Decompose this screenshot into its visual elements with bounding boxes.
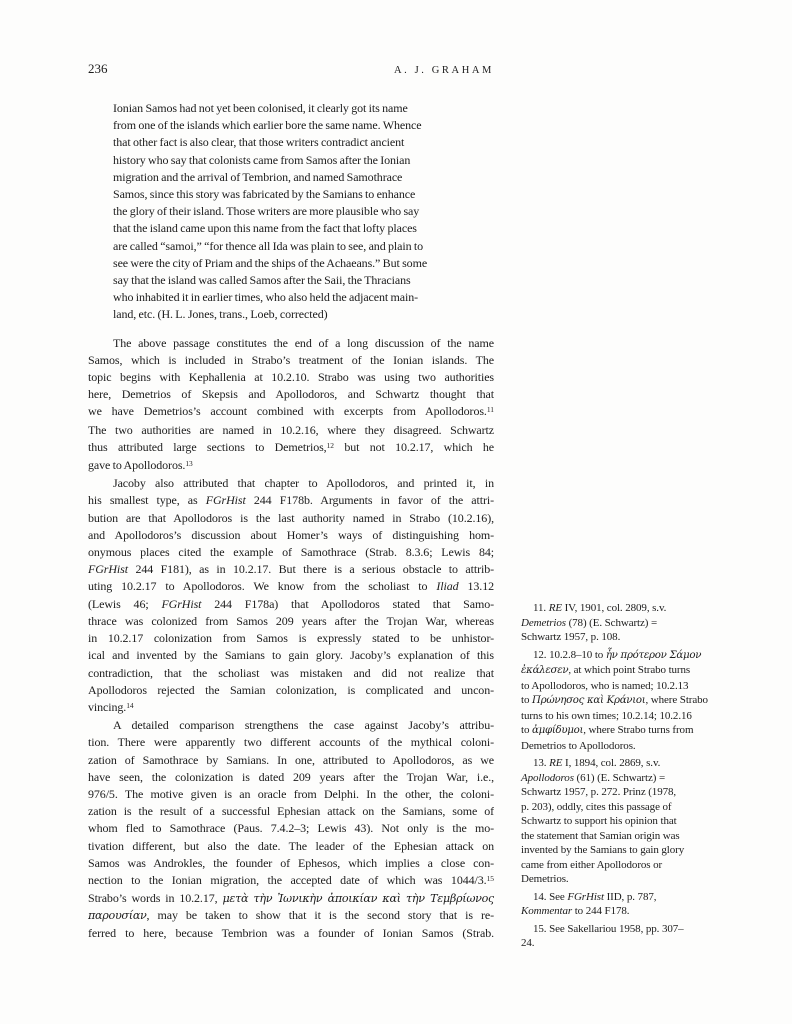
text-run: to 244 F178. — [572, 905, 630, 917]
text-line — [88, 403, 494, 421]
text-line — [88, 803, 494, 820]
italic-text: Apollodoros — [521, 771, 574, 784]
text-run: land, etc. (H. L. Jones, trans., Loeb, corrected) — [113, 307, 328, 322]
text-line — [521, 890, 716, 905]
text-line — [88, 786, 494, 803]
main-text-column — [88, 100, 494, 942]
text-line — [88, 369, 494, 386]
greek-text: μετὰ τὴν Ἰωνικὴν ἀποικίαν καὶ τὴν Τεμβρίωνος — [222, 892, 494, 906]
italic-text: FGrHist — [88, 562, 128, 577]
text-run: (78) (E. Schwartz) = — [565, 616, 658, 629]
text-run: in 10.2.17 colonization from Samos is expressly stated to be unhistor- — [88, 631, 494, 646]
text-run: (61) (E. Schwartz) = — [573, 771, 666, 784]
text-line — [113, 152, 491, 169]
footnote-14 — [521, 890, 716, 919]
text-run: 244 F181), as in 10.2.17. But there is a serious obstacle to attrib- — [127, 562, 494, 577]
text-line — [113, 238, 491, 255]
text-line — [88, 665, 494, 682]
text-run: zation of Samothrace by Samians. In one, attributed to Apollodoros, as we — [88, 752, 494, 767]
text-line — [521, 872, 716, 887]
text-line — [521, 904, 716, 919]
text-line — [521, 616, 716, 631]
text-run: the statement that Samian origin was — [521, 829, 680, 842]
italic-text: Kommentar — [521, 905, 573, 917]
text-line — [521, 739, 716, 754]
footnotes-column — [521, 601, 716, 954]
text-run: and Apollodoros’s discussion about Homer’s ways of distinguishing hom- — [88, 527, 494, 542]
page-number: 236 — [88, 61, 108, 76]
text-run: (Lewis 46; — [88, 596, 162, 611]
text-run: from one of the islands which earlier bore the same name. Whence — [113, 118, 422, 133]
text-run: Samos, since this story was fabricated by the Samians to enhance — [113, 187, 416, 202]
text-run: Demetrios. — [521, 873, 569, 885]
text-line — [113, 186, 491, 203]
text-line — [88, 717, 494, 734]
text-line — [113, 289, 491, 306]
text-run: to — [521, 724, 533, 736]
greek-text: παρουσίαν — [88, 909, 147, 923]
text-line — [88, 613, 494, 630]
text-run: but not 10.2.17, which he — [334, 439, 494, 454]
text-line — [88, 734, 494, 751]
italic-text: FGrHist — [161, 596, 202, 611]
text-line — [88, 527, 494, 544]
italic-text: Demetrios — [521, 616, 566, 629]
footnote-marker: 13 — [185, 458, 193, 468]
text-line — [113, 169, 491, 186]
text-line — [88, 925, 494, 942]
text-line — [113, 220, 491, 237]
text-run: came from either Apollodoros or — [521, 858, 663, 871]
text-line — [113, 203, 491, 220]
text-line — [88, 769, 494, 786]
text-run: thus attributed large sections to Demetrios, — [88, 439, 327, 454]
text-line — [88, 492, 494, 509]
text-run: we have Demetrios’s account combined with excerpts from Apollodoros. — [88, 404, 487, 419]
text-line — [88, 510, 494, 527]
text-run: Demetrios to Apollodoros. — [521, 739, 636, 752]
text-run: Schwartz 1957, p. 272. Prinz (1978, — [521, 786, 677, 798]
text-line — [88, 838, 494, 855]
text-line — [521, 843, 716, 858]
text-run: Schwartz 1957, p. 108. — [521, 631, 621, 643]
text-line — [521, 663, 716, 679]
text-line — [88, 561, 494, 578]
text-line — [113, 117, 491, 134]
text-line — [88, 457, 494, 475]
text-line — [113, 134, 491, 151]
footnote-15 — [521, 922, 716, 951]
footnote-12 — [521, 648, 716, 754]
text-run: p. 203), oddly, cites this passage of — [521, 800, 672, 813]
text-run: I, 1894, col. 2869, s.v. — [562, 757, 661, 769]
text-line — [521, 630, 716, 645]
text-run: Jacoby also attributed that chapter to Apollodoros, and printed it, in — [113, 476, 494, 491]
text-line — [113, 272, 491, 289]
text-run: 14. See — [533, 890, 568, 903]
text-run: 15. See Sakellariou 1958, pp. 307– — [533, 922, 684, 935]
text-line — [88, 872, 494, 890]
text-run: 13.12 — [458, 579, 494, 594]
text-run: see were the city of Priam and the ships of the Achaeans.” But some — [113, 255, 428, 270]
text-run: to Apollodoros, who is named; 10.2.13 — [521, 679, 689, 692]
running-head: A. J. GRAHAM — [393, 65, 494, 76]
text-line — [88, 647, 494, 664]
text-run: the glory of their island. Those writers are more plausible who say — [113, 204, 420, 219]
text-line — [113, 255, 491, 272]
text-line — [521, 800, 716, 815]
text-line — [88, 386, 494, 403]
text-line — [521, 922, 716, 937]
text-run: nection to the Ionian migration, the accepted date of which was 1044/3. — [88, 872, 487, 887]
footnote-marker: 15 — [486, 873, 494, 883]
text-line — [521, 693, 716, 709]
paragraph-1 — [88, 335, 494, 476]
text-run: migration and the arrival of Tembrion, and named Samothrace — [113, 169, 403, 184]
text-run: gave to Apollodoros. — [88, 458, 186, 473]
text-run: Strabo’s words in 10.2.17, — [88, 891, 223, 906]
text-run: have seen, the colonization is dated 209 years after the Trojan War, i.e., — [88, 769, 494, 784]
text-line — [88, 907, 494, 924]
text-run: to — [521, 694, 533, 706]
text-line — [88, 682, 494, 699]
text-run: who inhabited it in earlier times, who also held the adjacent main- — [113, 290, 419, 305]
text-run: bution are that Apollodoros is the last authority named in Strabo (10.2.16), — [88, 510, 494, 525]
text-run: uting 10.2.17 to Apollodoros. We know from the scholiast to — [88, 579, 437, 594]
text-run: , where Strabo — [645, 694, 708, 706]
text-line — [88, 890, 494, 907]
text-run: IV, 1901, col. 2809, s.v. — [561, 602, 667, 614]
greek-text: ἀμφίδυμοι — [532, 725, 584, 736]
text-run: 11. — [533, 602, 549, 614]
text-run: that the island came upon this name from the fact that lofty places — [113, 221, 417, 236]
text-run: thrace was colonized from Samos 209 years after the Trojan War, whereas — [88, 613, 494, 628]
text-line — [88, 596, 494, 613]
text-run: whom fled to Samothrace (Paus. 7.4.2–3; Lewis 43). Not only is the mo- — [88, 821, 494, 836]
text-run: here, Demetrios of Skepsis and Apollodoros, and Schwartz thought that — [88, 387, 494, 402]
text-run: 976/5. The motive given is an oracle from Delphi. In the other, the coloni- — [88, 786, 494, 801]
text-run: turns to his own times; 10.2.14; 10.2.16 — [521, 709, 692, 722]
text-run: , may be taken to show that it is the second story that is re- — [146, 908, 494, 923]
text-run: ical and invented by the Samians to gain glory. Jacoby’s explanation of this — [88, 648, 494, 663]
text-line — [521, 648, 716, 664]
text-run: 244 F178a) that Apollodoros stated that Samo- — [201, 596, 494, 611]
footnote-marker: 11 — [486, 405, 494, 415]
greek-text: ἦν πρότερον Σάμον — [605, 649, 702, 661]
text-line — [521, 814, 716, 829]
text-run: are called “samoi,” “for thence all Ida was plain to see, and plain to — [113, 238, 424, 253]
text-run: ferred to here, because Tembrion was a founder of Ionian Samos (Strab. — [88, 925, 494, 940]
text-run: Samos was Androkles, the founder of Ephesos, which implies a close con- — [88, 855, 494, 870]
text-run: contradiction, that the scholiast was mistaken and did not realize that — [88, 665, 494, 680]
text-run: his smallest type, as — [88, 493, 206, 508]
text-run: A detailed comparison strengthens the case against Jacoby’s attribu- — [113, 718, 494, 733]
footnote-11 — [521, 601, 716, 645]
text-line — [521, 723, 716, 739]
text-line — [88, 335, 494, 352]
greek-text: ἐκάλεσεν — [521, 665, 569, 676]
text-run: Samos, which is included in Strabo’s treatment of the Ionian islands. The — [88, 352, 494, 367]
text-run: zation is the result of a successful Ephesian attack on the Samians, some of — [88, 804, 494, 819]
text-line — [521, 785, 716, 800]
text-run: history who say that colonists came from Samos after the Ionian — [113, 152, 411, 167]
footnote-marker: 12 — [326, 440, 335, 450]
block-quote — [113, 100, 491, 324]
text-line — [88, 439, 494, 457]
text-run: Ionian Samos had not yet been colonised, it clearly got its name — [113, 101, 408, 115]
footnote-13 — [521, 756, 716, 887]
text-run: 244 F178b. Arguments in favor of the attri- — [245, 493, 494, 508]
text-line — [88, 855, 494, 872]
text-run: tivation different, but also the date. The leader of the Ephesian attack on — [88, 838, 494, 853]
italic-text: FGrHist — [205, 493, 246, 508]
text-line — [521, 679, 716, 694]
italic-text: RE — [548, 602, 562, 614]
text-run: IID, p. 787, — [603, 890, 657, 903]
text-line — [88, 752, 494, 769]
text-line — [88, 352, 494, 369]
text-line — [113, 306, 491, 323]
text-line — [113, 100, 491, 117]
text-run: that other fact is also clear, that those writers contradict ancient — [113, 135, 405, 150]
text-line — [521, 771, 716, 786]
text-run: Apollodoros rejected the Samian colonization, is complicated and uncon- — [88, 682, 494, 697]
text-line — [88, 544, 494, 561]
paragraph-2 — [88, 475, 494, 717]
paragraph-3 — [88, 717, 494, 942]
text-run: Schwartz to support his opinion that — [521, 815, 677, 827]
text-run: The two authorities are named in 10.2.16, where they disagreed. Schwartz — [88, 422, 494, 437]
text-line — [88, 422, 494, 439]
text-line — [88, 630, 494, 647]
text-run: tion. There were apparently two different accounts of the mythical coloni- — [88, 735, 494, 750]
text-line — [88, 820, 494, 837]
text-line — [88, 578, 494, 595]
page-header — [88, 61, 494, 77]
text-run: The above passage constitutes the end of a long discussion of the name — [113, 335, 494, 350]
text-run: 12. 10.2.8–10 to — [533, 648, 606, 661]
text-line — [521, 756, 716, 771]
text-run: , at which point Strabo turns — [568, 664, 691, 676]
italic-text: RE — [549, 757, 563, 769]
text-line — [521, 936, 716, 951]
greek-text: Πρώνησος καὶ Κράνιοι — [532, 695, 646, 706]
text-run: invented by the Samians to gain glory — [521, 844, 685, 856]
text-run: 24. — [521, 937, 535, 949]
italic-text: FGrHist — [567, 890, 604, 903]
italic-text: Iliad — [436, 579, 459, 594]
text-run: say that the island was called Samos after the Saii, the Thracians — [113, 273, 411, 288]
text-run: , where Strabo turns from — [583, 724, 694, 736]
text-run: 13. — [533, 757, 550, 769]
text-run: topic begins with Kephallenia at 10.2.10. Strabo was using two authorities — [88, 370, 494, 385]
text-line — [521, 858, 716, 873]
text-line — [88, 475, 494, 492]
text-line — [88, 699, 494, 717]
text-run: vincing. — [88, 699, 127, 714]
footnote-marker: 14 — [126, 700, 134, 710]
text-line — [521, 709, 716, 724]
text-line — [521, 601, 716, 616]
text-line — [521, 829, 716, 844]
text-run: onymous places cited the example of Samothrace (Strab. 8.3.6; Lewis 84; — [88, 545, 494, 560]
